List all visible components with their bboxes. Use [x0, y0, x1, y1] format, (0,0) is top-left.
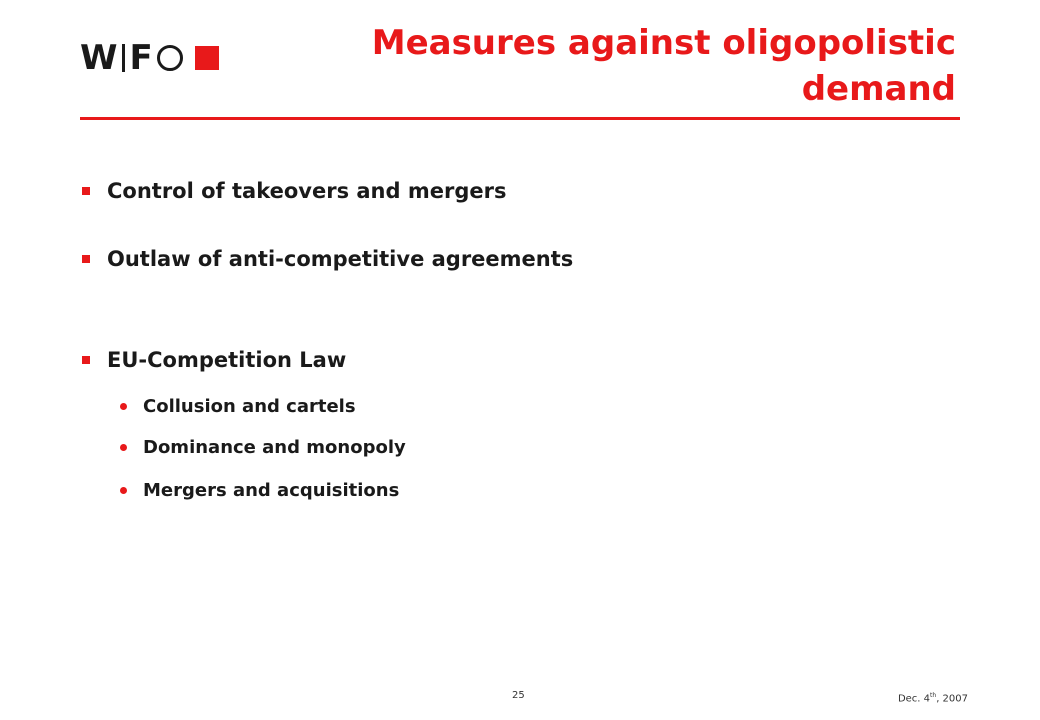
bullet-square-icon	[82, 356, 90, 364]
bullet-square-icon	[82, 255, 90, 263]
bullet-text: Control of takeovers and mergers	[107, 179, 507, 203]
logo-red-square	[195, 46, 219, 70]
bullet-item	[82, 179, 506, 203]
bullet-dot-icon	[120, 487, 127, 494]
bullet-text: EU-Competition Law	[107, 348, 347, 372]
bullet-text: Outlaw of anti-competitive agreements	[107, 247, 574, 271]
footer-date	[898, 692, 968, 704]
footer-date-prefix: Dec. 4	[897, 693, 931, 705]
logo-ring-o	[157, 45, 183, 71]
slide-title	[316, 20, 956, 112]
bullet-dot-icon	[120, 444, 127, 451]
footer-date-suffix: , 2007	[936, 693, 968, 705]
slide-title-line-2: demand	[801, 69, 956, 109]
logo-bar-i	[122, 44, 125, 72]
bullet-item	[82, 247, 573, 271]
sub-bullet-text: Dominance and monopoly	[143, 437, 406, 458]
sub-bullet-item	[120, 396, 356, 417]
sub-bullet-text: Collusion and cartels	[143, 396, 356, 417]
sub-bullet-item	[120, 437, 406, 458]
slide-title-line-1: Measures against oligopolistic	[371, 23, 956, 63]
sub-bullet-text: Mergers and acquisitions	[143, 480, 400, 501]
footer-date-ordinal: th	[930, 692, 937, 699]
page-number: 25	[512, 690, 525, 701]
bullet-dot-icon	[120, 403, 127, 410]
bullet-item	[82, 348, 346, 372]
title-divider	[80, 117, 960, 120]
logo-letter-w: W	[80, 38, 118, 78]
bullet-square-icon	[82, 187, 90, 195]
sub-bullet-item	[120, 480, 399, 501]
wifo-logo	[80, 40, 219, 76]
logo-letter-f: F	[129, 38, 153, 78]
